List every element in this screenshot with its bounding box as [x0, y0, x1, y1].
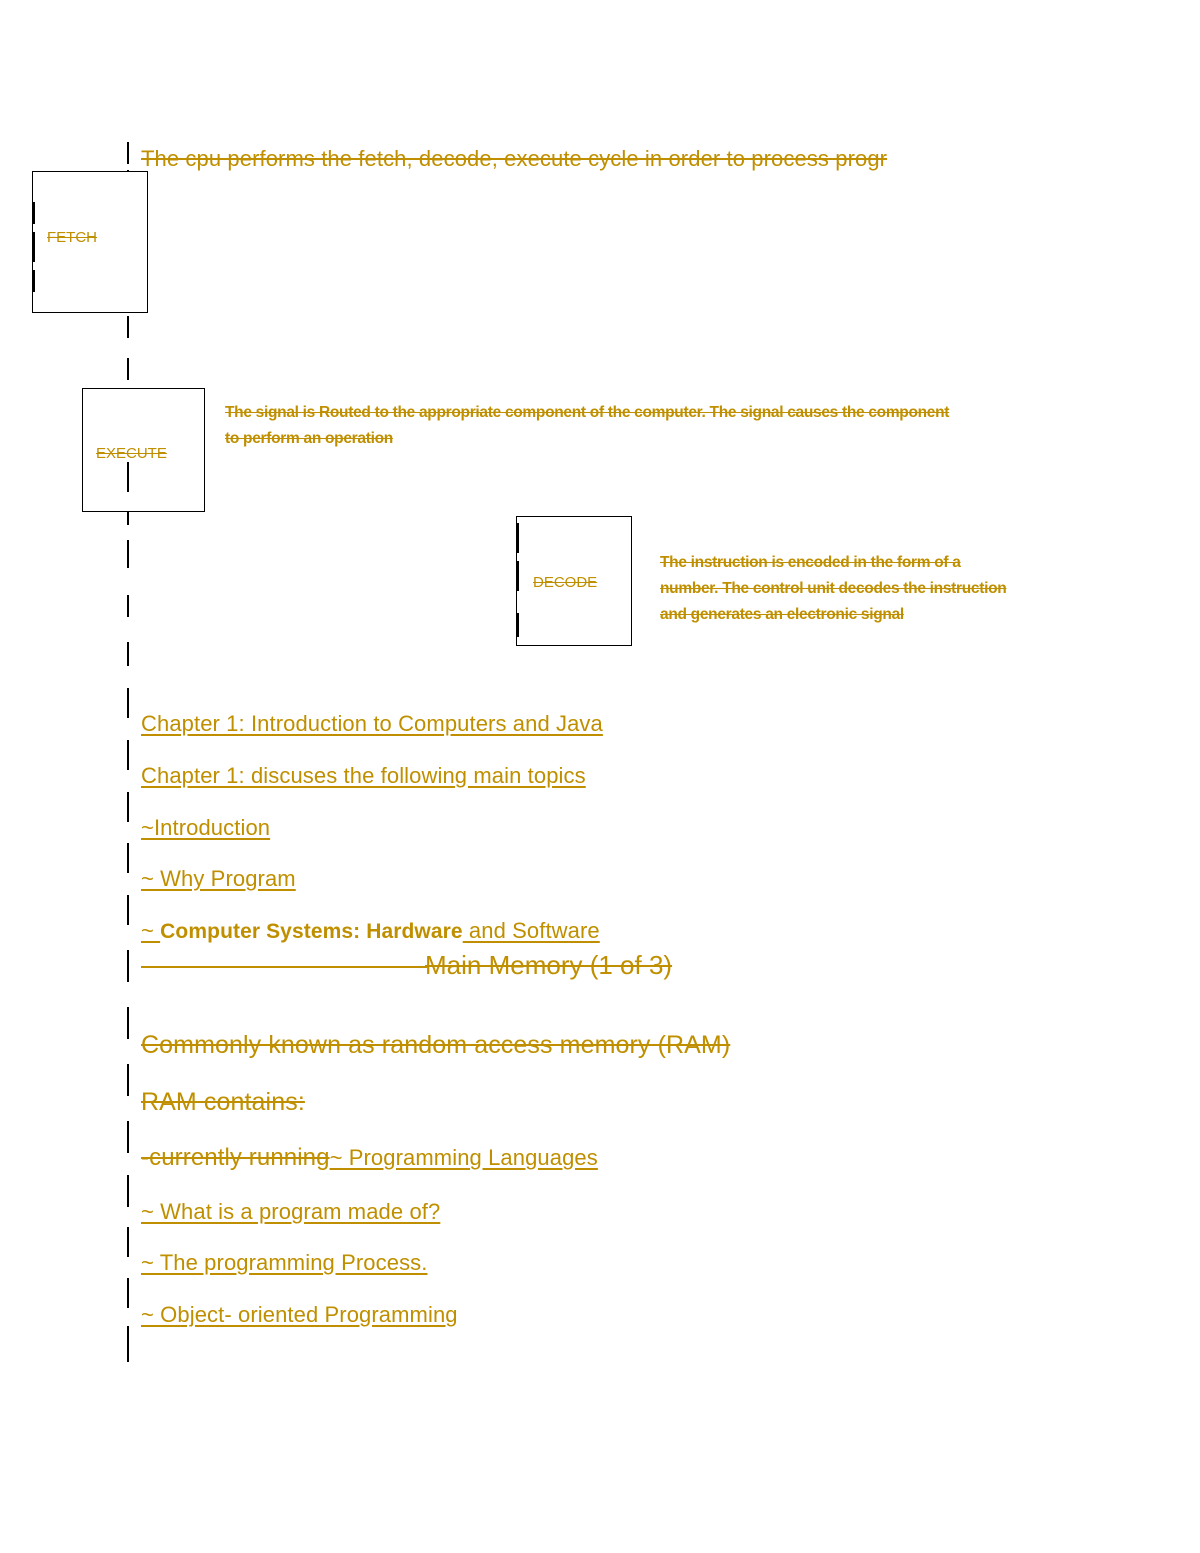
running-and-languages — [141, 1144, 598, 1172]
topic-programming-process: ~ The programming Process. — [141, 1250, 428, 1275]
decode-label: DECODE — [533, 574, 598, 591]
box-edge-bar — [33, 232, 35, 262]
topic-computer-systems — [141, 918, 600, 944]
revision-bar — [127, 1175, 129, 1207]
revision-bar — [127, 540, 129, 568]
decode-note-line: number. The control unit decodes the instruction — [660, 580, 1007, 597]
box-edge-bar — [517, 523, 519, 553]
topic-program-made-of: ~ What is a program made of? — [141, 1199, 441, 1224]
revision-bar — [127, 740, 129, 770]
ram-contains: RAM contains: — [141, 1088, 305, 1116]
topic-oop: ~ Object- oriented Programming — [141, 1302, 458, 1327]
revision-bar — [127, 1121, 129, 1153]
ram-known-as: Commonly known as random access memory (RAM) — [141, 1031, 731, 1059]
topic-systems-bold: Computer Systems: Hardware — [160, 920, 463, 943]
box-edge-bar — [33, 202, 35, 224]
decode-note-line: The instruction is encoded in the form of a — [660, 554, 961, 571]
execute-note-line: to perform an operation — [225, 430, 393, 447]
decode-box — [516, 516, 632, 646]
currently-running: -currently running — [141, 1144, 330, 1171]
execute-note — [225, 400, 1065, 452]
revision-bar — [127, 142, 129, 164]
decode-note-line: and generates an electronic signal — [660, 606, 904, 623]
execute-label: EXECUTE — [96, 445, 167, 462]
revision-bar — [127, 688, 129, 718]
main-memory-heading: Main Memory (1 of 3) — [425, 950, 673, 980]
topic-systems-rest: and Software — [462, 918, 600, 943]
revision-bar — [127, 462, 129, 492]
revision-bar — [127, 316, 129, 338]
revision-bar — [127, 595, 129, 617]
revision-bar — [127, 950, 129, 982]
fetch-box — [32, 171, 148, 313]
revision-bar — [127, 1007, 129, 1039]
box-edge-bar — [33, 270, 35, 292]
topic-why-program: ~ Why Program — [141, 866, 296, 891]
revision-bar — [127, 1064, 129, 1096]
revision-bar — [127, 895, 129, 925]
revision-bar — [127, 1326, 129, 1362]
execute-note-line: The signal is Routed to the appropriate component of the computer. The signal causes the component — [225, 404, 950, 421]
main-memory-heading-row — [141, 950, 706, 984]
revision-bar — [127, 1278, 129, 1308]
revision-bar — [127, 642, 129, 666]
box-edge-bar — [517, 613, 519, 637]
topic-introduction: ~Introduction — [141, 815, 271, 840]
execute-box — [82, 388, 205, 512]
topic-programming-languages: ~ Programming Languages — [329, 1145, 598, 1170]
topic-systems-prefix: ~ — [141, 918, 161, 943]
box-edge-bar — [517, 561, 519, 591]
heading-strike-lead — [141, 966, 427, 968]
cycle-intro-text: The cpu performs the fetch, decode, execute cycle in order to process progr — [141, 146, 888, 171]
decode-note — [660, 550, 1080, 628]
revision-bar — [127, 792, 129, 822]
fetch-label: FETCH — [47, 229, 97, 246]
chapter-subtitle: Chapter 1: discuses the following main topics — [141, 763, 586, 788]
revision-bar — [127, 1227, 129, 1257]
revision-bar — [127, 843, 129, 873]
revision-bar — [127, 358, 129, 380]
chapter-title: Chapter 1: Introduction to Computers and Java — [141, 711, 603, 736]
